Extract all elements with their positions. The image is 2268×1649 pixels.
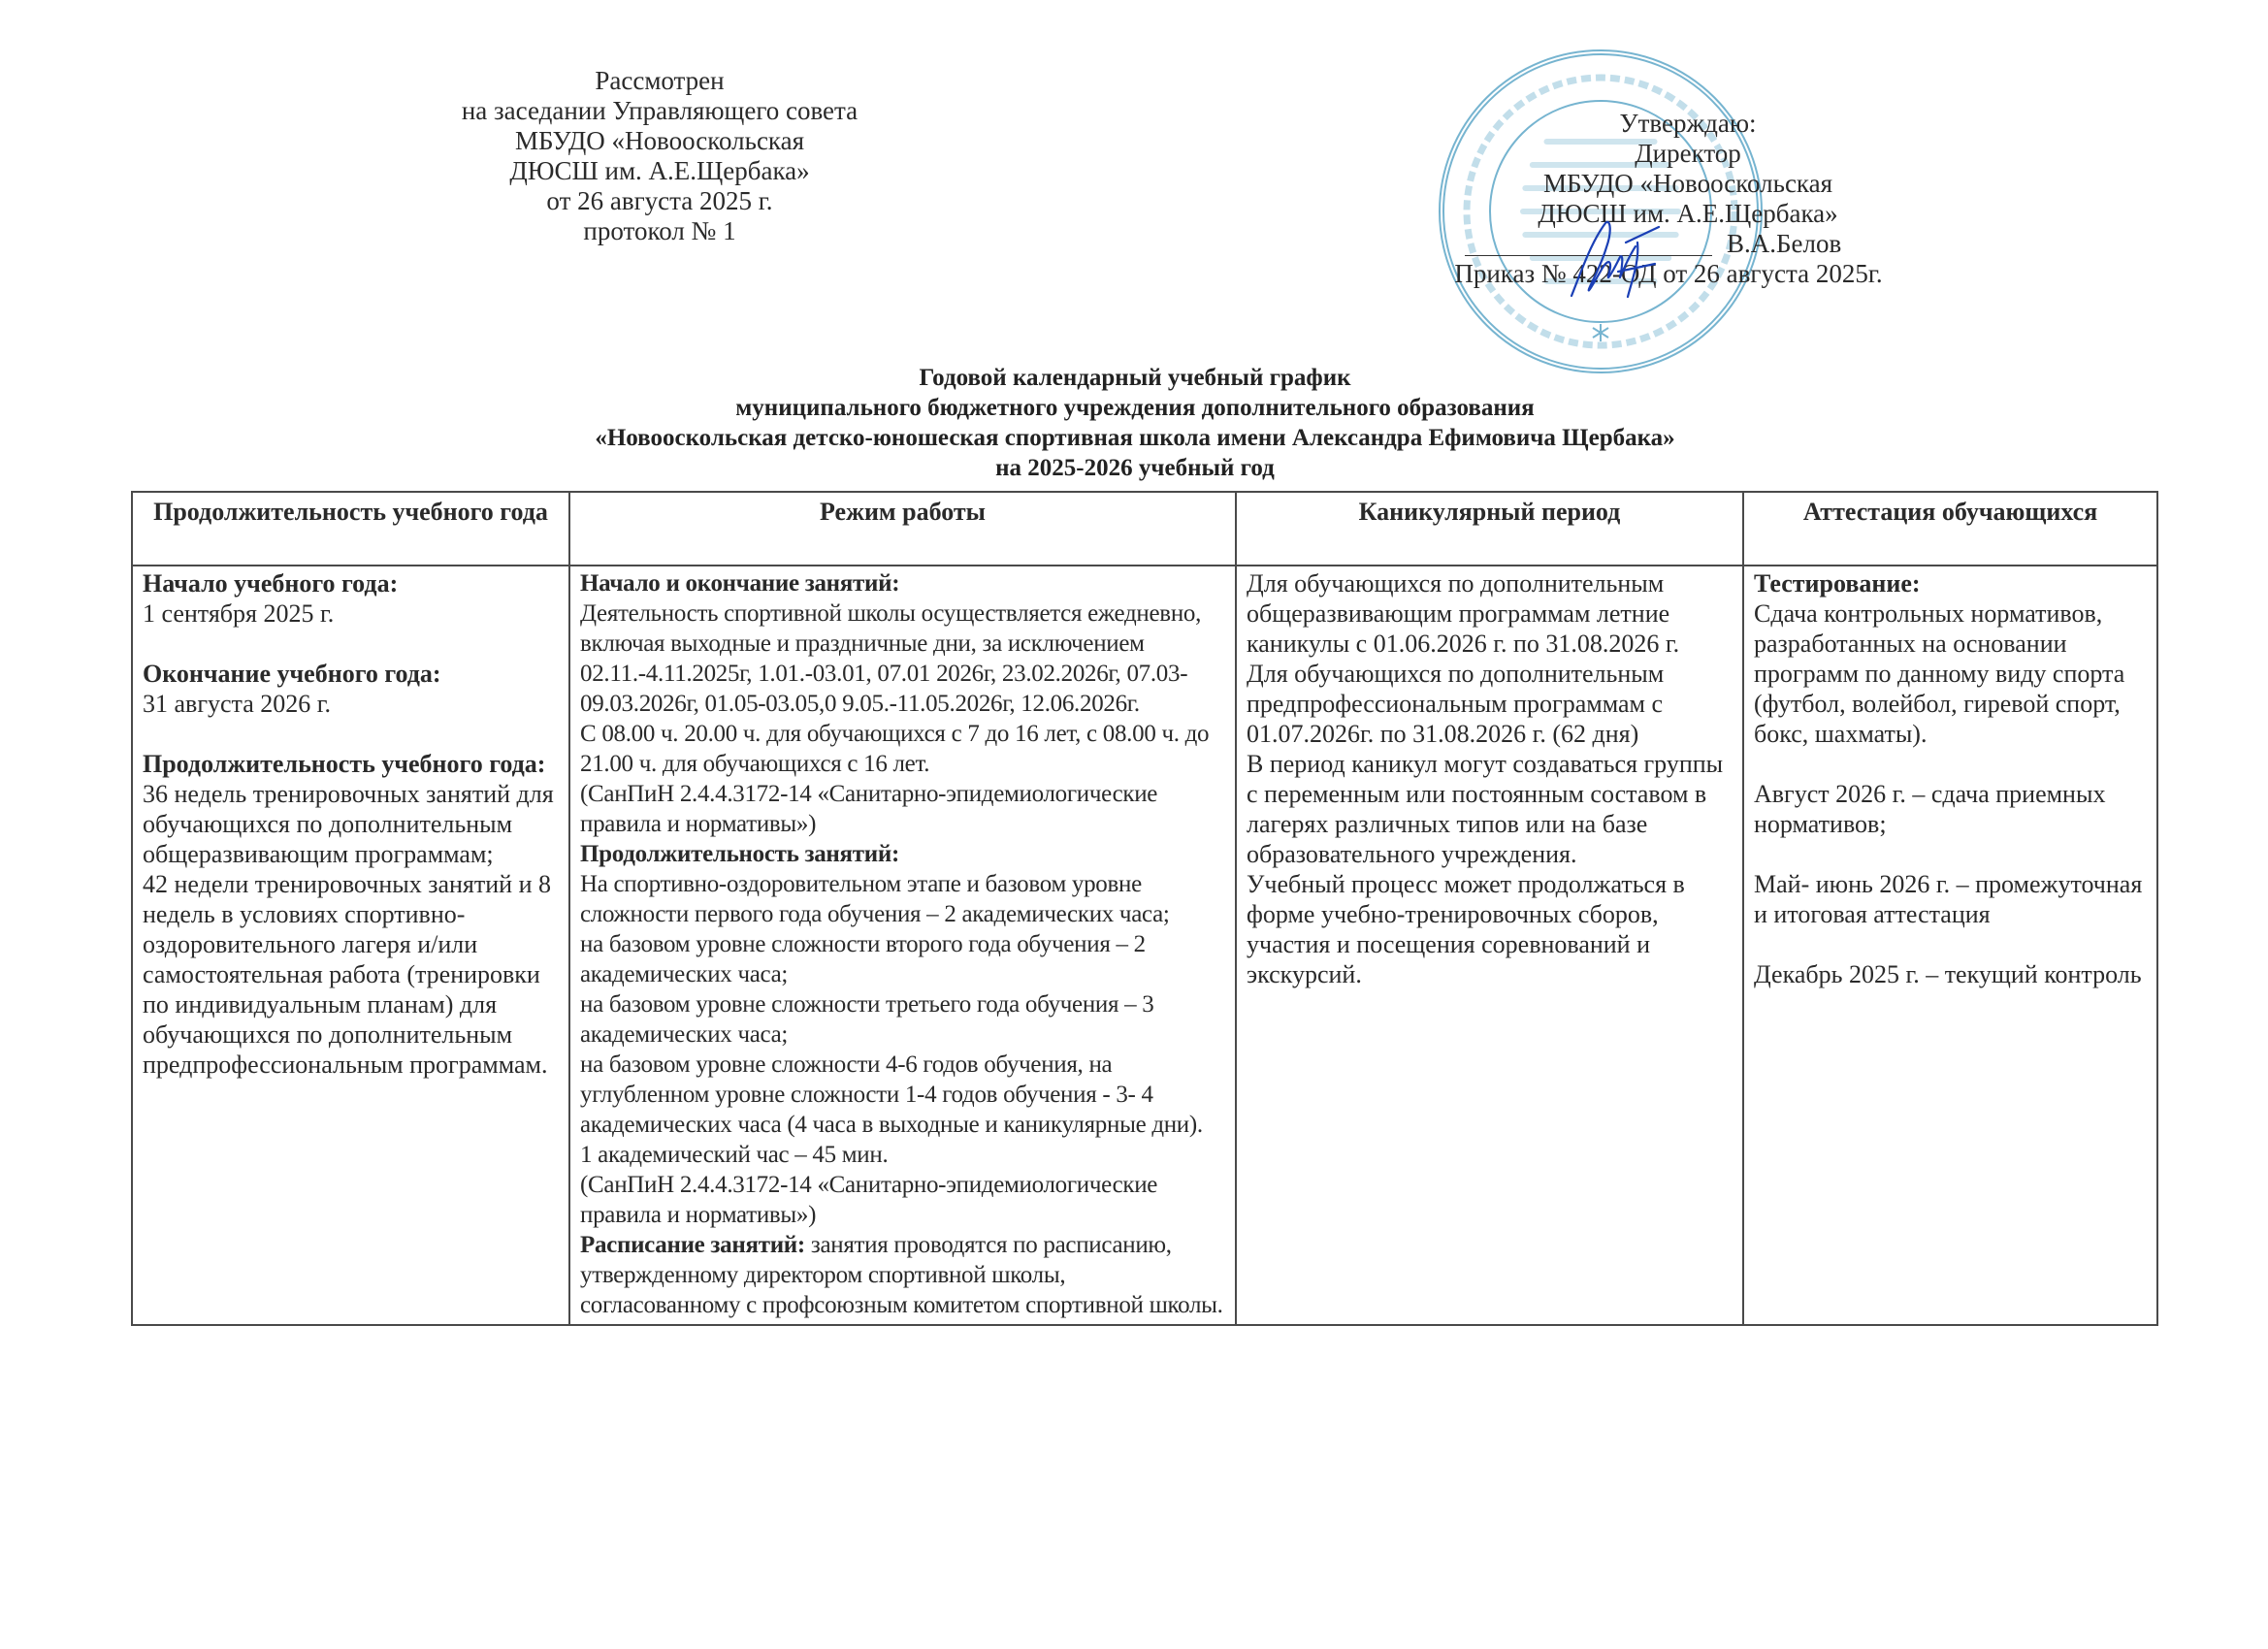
schedule-label: Расписание занятий: — [580, 1232, 805, 1258]
signature-line — [1397, 229, 1979, 259]
schedule-text: занятия проводятся по расписанию, утвержденному директором спортивной школы, согласованному с профсоюзным комитетом спортивной школы. — [580, 1232, 1223, 1318]
header-year-duration: Продолжительность учебного года — [132, 492, 569, 566]
title-line: Годовой календарный учебный график — [919, 365, 1351, 391]
hours-time: С 08.00 ч. 20.00 ч. для обучающихся с 7 до 16 лет, с 08.00 ч. до 21.00 ч. для обучающихся с 16 лет. — [580, 721, 1210, 777]
document-title — [194, 363, 2076, 483]
attestation-december: Декабрь 2025 г. – текущий контроль — [1754, 960, 2142, 988]
testing-text: Сдача контрольных нормативов, разработанных на основании программ по данному виду спорта (футбол, волейбол, гиревой спорт, бокс, шахматы). — [1754, 599, 2125, 748]
cell-year-duration — [132, 566, 569, 1325]
org-name-line2: ДЮСШ им. А.Е.Щербака» — [1538, 199, 1838, 228]
approval-left-line: ДЮСШ им. А.Е.Щербака» — [509, 156, 810, 185]
duration-value-preprofessional: 42 недели тренировочных занятий и 8 недель в условиях спортивно-оздоровительного лагеря и/или самостоятельная работа (тренировки по индивидуальным планам) для обучающихся по дополнительным предпрофессиональным программам. — [143, 870, 551, 1079]
title-line: муниципального бюджетного учреждения дополнительного образования — [735, 395, 1535, 421]
approval-left-line: протокол № 1 — [583, 216, 736, 245]
lesson-duration-item: на базовом уровне сложности третьего года обучения – 3 академических часа; — [580, 991, 1154, 1048]
director-signature — [1562, 213, 1669, 306]
title-line: на 2025-2026 учебный год — [995, 455, 1275, 481]
start-value: 1 сентября 2025 г. — [143, 599, 335, 628]
table-header-row — [132, 492, 2157, 566]
testing-label: Тестирование: — [1754, 569, 1921, 598]
holiday-paragraph: В период каникул могут создаваться группы с переменным или постоянным составом в лагерях различных типов или на базе образовательного учреждения. — [1247, 750, 1724, 868]
holiday-paragraph: Для обучающихся по дополнительным предпрофессиональным программам с 01.07.2026г. по 31.08.2026 г. (62 дня) — [1247, 660, 1665, 748]
sanpin-reference: (СанПиН 2.4.4.3172-14 «Санитарно-эпидемиологические правила и нормативы») — [580, 1172, 1158, 1228]
header-work-mode: Режим работы — [569, 492, 1236, 566]
lesson-duration-item: на базовом уровне сложности 4-6 годов обучения, на углубленном уровне сложности 1-4 годов обучения - 3- 4 академических часа (4 часа в выходные и каникулярные дни). — [580, 1051, 1203, 1138]
duration-label: Продолжительность учебного года: — [143, 750, 546, 778]
lesson-duration-item: На спортивно-оздоровительном этапе и базовом уровне сложности первого года обучения – 2 академических часа; — [580, 871, 1170, 927]
cell-attestation — [1743, 566, 2157, 1325]
header-holiday-period: Каникулярный период — [1236, 492, 1743, 566]
hours-text: Деятельность спортивной школы осуществляется ежедневно, включая выходные и праздничные дни, за исключением 02.11.-4.11.2025г, 1.01.-03.01, 07.01 2026г, 23.02.2026г, 07.03- 09.03.2026г, 01.05-03.05,0 9.05.-11.05.2026г, 12.06.2026г. — [580, 600, 1202, 717]
sanpin-reference: (СанПиН 2.4.4.3172-14 «Санитарно-эпидемиологические правила и нормативы») — [580, 781, 1158, 837]
cell-holiday-period — [1236, 566, 1743, 1325]
hours-label: Начало и окончание занятий: — [580, 570, 900, 597]
schedule-table — [131, 491, 2158, 1326]
order-reference: Приказ № 422-ОД от 26 августа 2025г. — [1454, 259, 1883, 288]
approval-left-line: Рассмотрен — [595, 66, 725, 95]
end-value: 31 августа 2026 г. — [143, 690, 331, 718]
holiday-paragraph: Для обучающихся по дополнительным общеразвивающим программам летние каникулы с 01.06.2026 г. по 31.08.2026 г. — [1247, 569, 1680, 658]
end-label: Окончание учебного года: — [143, 660, 441, 688]
header-attestation: Аттестация обучающихся — [1743, 492, 2157, 566]
duration-value-general: 36 недель тренировочных занятий для обучающихся по дополнительным общеразвивающим программам; — [143, 780, 554, 868]
cell-work-mode — [569, 566, 1236, 1325]
lesson-duration-item: на базовом уровне сложности второго года обучения – 2 академических часа; — [580, 931, 1146, 987]
approval-approved-block — [1397, 109, 1979, 289]
approval-left-line: на заседании Управляющего совета — [461, 96, 859, 125]
attestation-may-june: Май- июнь 2026 г. – промежуточная и итоговая аттестация — [1754, 870, 2143, 928]
holiday-paragraph: Учебный процесс может продолжаться в форме учебно-тренировочных сборов, участия и посещения соревнований и экскурсий. — [1247, 870, 1685, 988]
lesson-duration-item: 1 академический час – 45 мин. — [580, 1142, 889, 1168]
director-position: Директор — [1635, 139, 1741, 168]
approve-label: Утверждаю: — [1619, 109, 1757, 138]
approval-left-line: от 26 августа 2025 г. — [546, 186, 773, 215]
lesson-duration-label: Продолжительность занятий: — [580, 841, 899, 867]
seal-star-icon — [1593, 324, 1608, 341]
table-row — [132, 566, 2157, 1325]
attestation-august: Август 2026 г. – сдача приемных нормативов; — [1754, 780, 2106, 838]
approval-left-line: МБУДО «Новооскольская — [514, 126, 805, 155]
start-label: Начало учебного года: — [143, 569, 399, 598]
title-line: «Новооскольская детско-юношеская спортивная школа имени Александра Ефимовича Щербака» — [595, 425, 1675, 451]
approval-considered-block — [369, 66, 951, 246]
org-name-line1: МБУДО «Новооскольская — [1542, 169, 1833, 198]
signer-name: В.А.Белов — [1727, 229, 1842, 258]
